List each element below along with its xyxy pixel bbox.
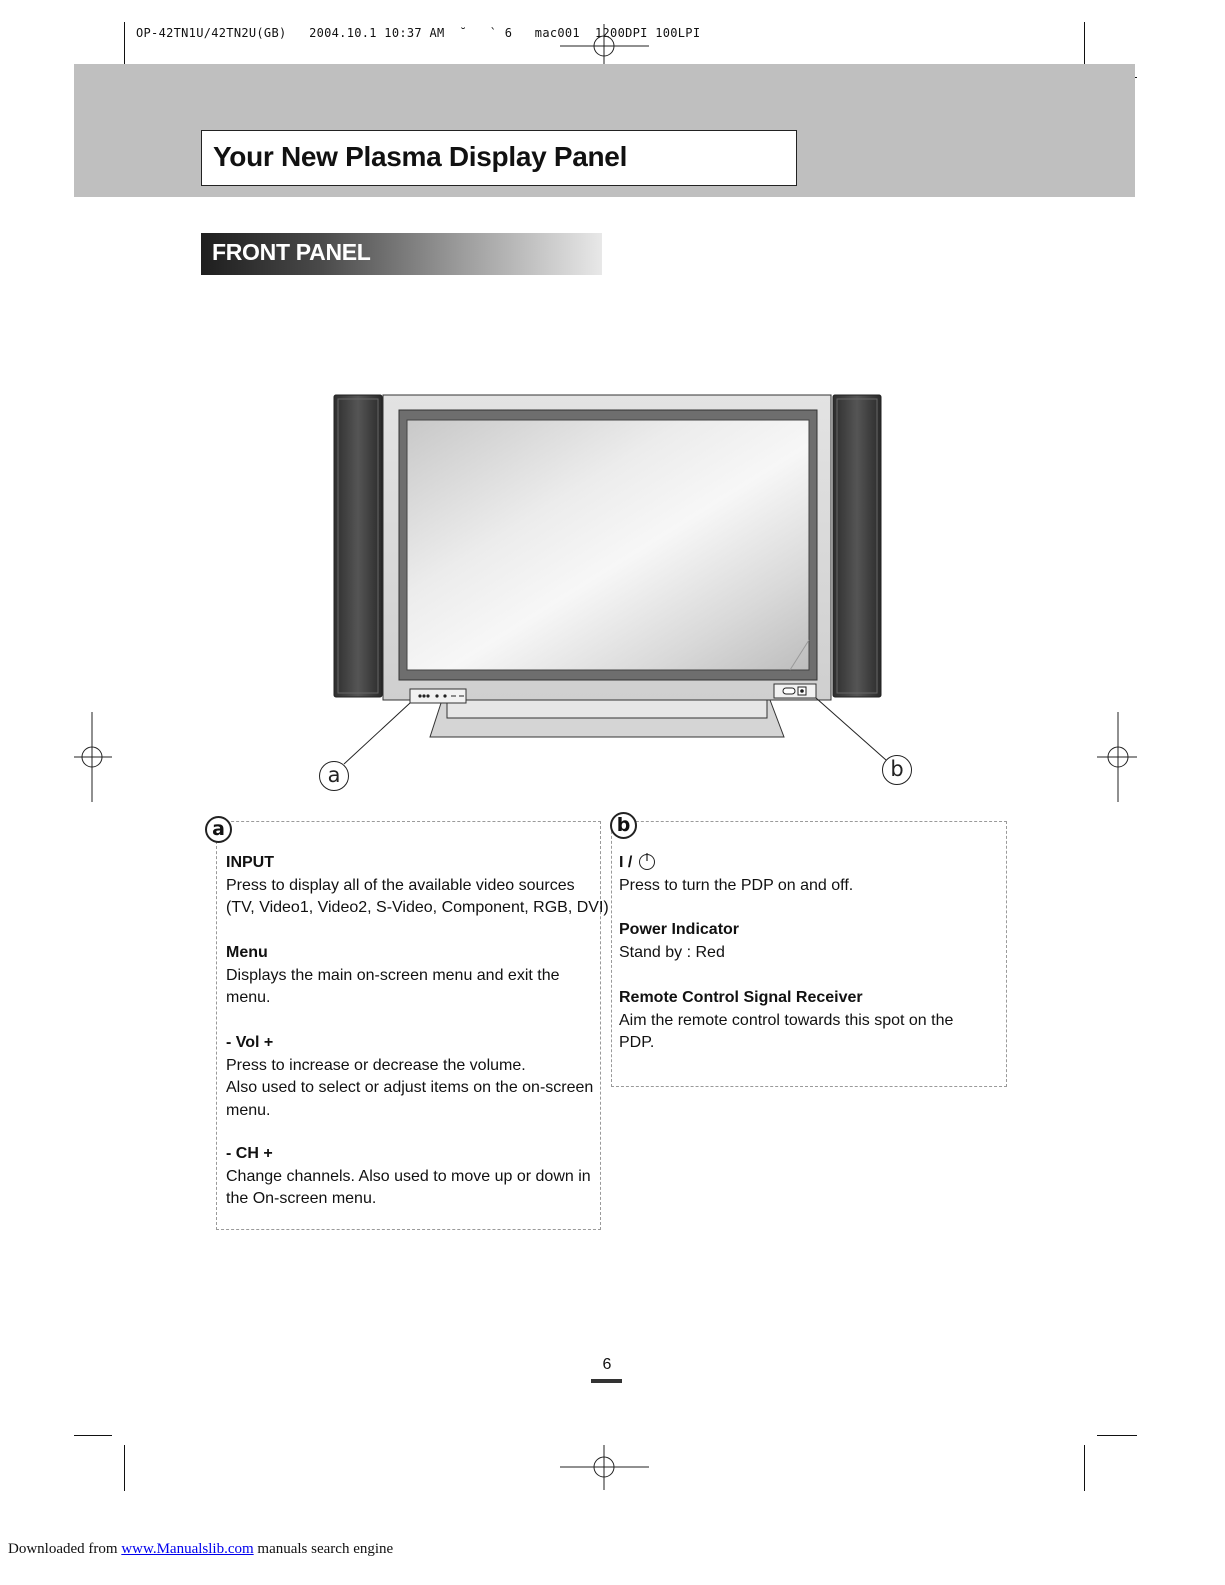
crop-mark: [1097, 1435, 1137, 1436]
item-heading: - Vol +: [226, 1034, 274, 1051]
item-heading: Power Indicator: [619, 921, 740, 938]
print-slug: OP-42TN1U/42TN2U(GB) 2004.10.1 10:37 AM ˘ ` 6 mac001 1200DPI 100LPI: [136, 26, 701, 40]
item-description: Press to increase or decrease the volume.: [226, 1056, 526, 1074]
item-description: Aim the remote control towards this spot on the: [619, 1011, 954, 1029]
page-title-box: [201, 130, 797, 186]
item-description: Press to turn the PDP on and off.: [619, 876, 854, 894]
panel-b-badge: b: [610, 812, 637, 839]
item-description: menu.: [226, 989, 271, 1006]
crop-mark: [1084, 22, 1085, 66]
page-title: Your New Plasma Display Panel: [213, 141, 628, 172]
item-description: PDP.: [619, 1034, 655, 1051]
item-heading: I /: [619, 854, 633, 871]
item-power-indicator: [619, 919, 739, 964]
item-input: [226, 852, 609, 920]
section-title: FRONT PANEL: [212, 239, 371, 265]
item-description: Displays the main on-screen menu and exit the: [226, 966, 560, 984]
item-description: Change channels. Also used to move up or down in: [226, 1167, 591, 1185]
item-heading: INPUT: [226, 854, 274, 871]
item-heading: Menu: [226, 944, 268, 961]
crop-mark: [124, 22, 125, 66]
item-remote-receiver: [619, 987, 953, 1055]
power-icon: [638, 852, 656, 870]
tv-screen: [407, 420, 809, 670]
crop-mark: [124, 1445, 125, 1491]
tv-stand: [430, 700, 784, 737]
item-description: Also used to select or adjust items on the on-screen: [226, 1079, 594, 1096]
section-heading-bar: [201, 233, 602, 275]
right-speaker: [833, 395, 881, 697]
power-button-area: [774, 684, 816, 698]
item-heading: Remote Control Signal Receiver: [619, 989, 863, 1006]
footer-suffix: manuals search engine: [253, 1541, 394, 1557]
item-channel: [226, 1143, 591, 1211]
front-control-buttons: [410, 689, 466, 703]
panel-a-badge: a: [205, 816, 232, 843]
left-speaker: [334, 395, 382, 697]
item-power: [619, 852, 853, 897]
item-volume: [226, 1032, 593, 1122]
callout-b: b: [882, 755, 912, 785]
page-number: 6: [602, 1356, 612, 1373]
item-heading: - CH +: [226, 1145, 273, 1162]
tv-bezel: [383, 395, 831, 700]
item-description: menu.: [226, 1101, 271, 1119]
footer-prefix: Downloaded from: [8, 1541, 122, 1557]
crop-mark: [1084, 1445, 1085, 1491]
callout-a: a: [319, 761, 349, 791]
item-menu: [226, 942, 560, 1010]
crop-mark: [74, 1435, 112, 1436]
item-description: Stand by : Red: [619, 943, 725, 961]
footer-link[interactable]: www.Manualslib.com: [121, 1541, 254, 1557]
item-description: the On-screen menu.: [226, 1190, 377, 1207]
footer-watermark: [8, 1541, 393, 1558]
item-description: (TV, Video1, Video2, S-Video, Component, RGB, DVI): [226, 899, 609, 916]
item-description: Press to display all of the available video sources: [226, 876, 575, 894]
page-number-rule: [591, 1379, 622, 1383]
